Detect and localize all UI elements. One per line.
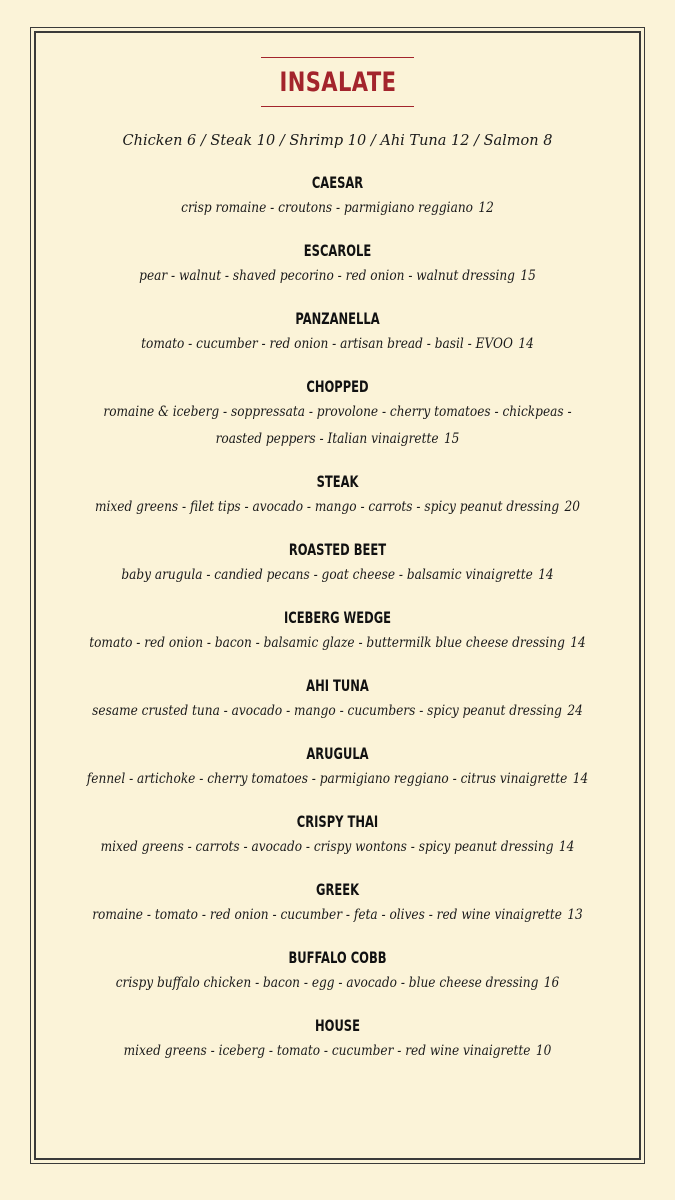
title-rule	[261, 57, 415, 107]
menu-item	[0, 606, 675, 674]
item-price: 14	[558, 839, 575, 855]
item-description: mixed greens - carrots - avocado - crispy wontons - spicy peanut dressing 14	[100, 839, 575, 855]
menu-item	[0, 878, 675, 946]
menu-item	[0, 307, 675, 375]
item-name: BUFFALO COBB	[288, 948, 387, 967]
item-name: GREEK	[316, 880, 359, 899]
menu-item	[0, 742, 675, 810]
item-price: 20	[564, 499, 580, 515]
menu-item	[0, 470, 675, 538]
item-description: romaine - tomato - red onion - cucumber - feta - olives - red wine vinaigrette 13	[92, 907, 583, 923]
item-name: AHI TUNA	[306, 676, 369, 695]
page-title: INSALATE	[279, 67, 396, 98]
item-price: 14	[538, 567, 554, 583]
item-price: 24	[567, 703, 583, 719]
protein-addons: Chicken 6 / Steak 10 / Shrimp 10 / Ahi Tuna 12 / Salmon 8	[122, 133, 553, 149]
item-name: ROASTED BEET	[288, 540, 387, 559]
item-price: 12	[478, 200, 494, 216]
item-description: crisp romaine - croutons - parmigiano reggiano 12	[181, 200, 494, 216]
item-price: 14	[572, 771, 589, 787]
item-name: ARUGULA	[306, 744, 369, 763]
item-description: crispy buffalo chicken - bacon - egg - avocado - blue cheese dressing 16	[115, 975, 560, 991]
menu-item	[0, 810, 675, 878]
item-price: 15	[443, 431, 460, 447]
item-description: sesame crusted tuna - avocado - mango - cucumbers - spicy peanut dressing 24	[92, 703, 583, 719]
menu-item	[0, 946, 675, 1014]
menu-item	[0, 375, 675, 470]
menu-header	[0, 57, 675, 107]
menu-item	[0, 538, 675, 606]
item-name: ESCAROLE	[303, 241, 372, 260]
item-description: pear - walnut - shaved pecorino - red onion - walnut dressing 15	[139, 268, 536, 284]
menu-item	[0, 674, 675, 742]
item-description-cont: roasted peppers - Italian vinaigrette 15	[215, 431, 460, 447]
item-price: 16	[543, 975, 560, 991]
item-description: tomato - cucumber - red onion - artisan bread - basil - EVOO 14	[141, 336, 534, 352]
item-description: tomato - red onion - bacon - balsamic glaze - buttermilk blue cheese dressing 14	[89, 635, 586, 651]
item-description: mixed greens - filet tips - avocado - mango - carrots - spicy peanut dressing 20	[95, 499, 580, 515]
menu-item	[0, 239, 675, 307]
item-name: ICEBERG WEDGE	[283, 608, 392, 627]
item-description: romaine & iceberg - soppressata - provolone - cherry tomatoes - chickpeas -	[103, 404, 572, 420]
item-description: fennel - artichoke - cherry tomatoes - parmigiano reggiano - citrus vinaigrette 14	[86, 771, 589, 787]
item-price: 14	[570, 635, 586, 651]
item-name: CRISPY THAI	[296, 812, 379, 831]
item-name: PANZANELLA	[295, 309, 380, 328]
menu-item	[0, 171, 675, 239]
item-price: 15	[520, 268, 536, 284]
item-price: 13	[567, 907, 583, 923]
item-name: CHOPPED	[306, 377, 369, 396]
item-price: 14	[518, 336, 534, 352]
item-description: mixed greens - iceberg - tomato - cucumber - red wine vinaigrette 10	[123, 1043, 552, 1059]
item-price: 10	[535, 1043, 552, 1059]
item-description: baby arugula - candied pecans - goat cheese - balsamic vinaigrette 14	[121, 567, 554, 583]
item-name: HOUSE	[315, 1016, 360, 1035]
menu-item	[0, 1014, 675, 1082]
menu-items-list	[0, 171, 675, 1082]
item-name: STEAK	[316, 472, 359, 491]
item-name: CAESAR	[311, 173, 364, 192]
